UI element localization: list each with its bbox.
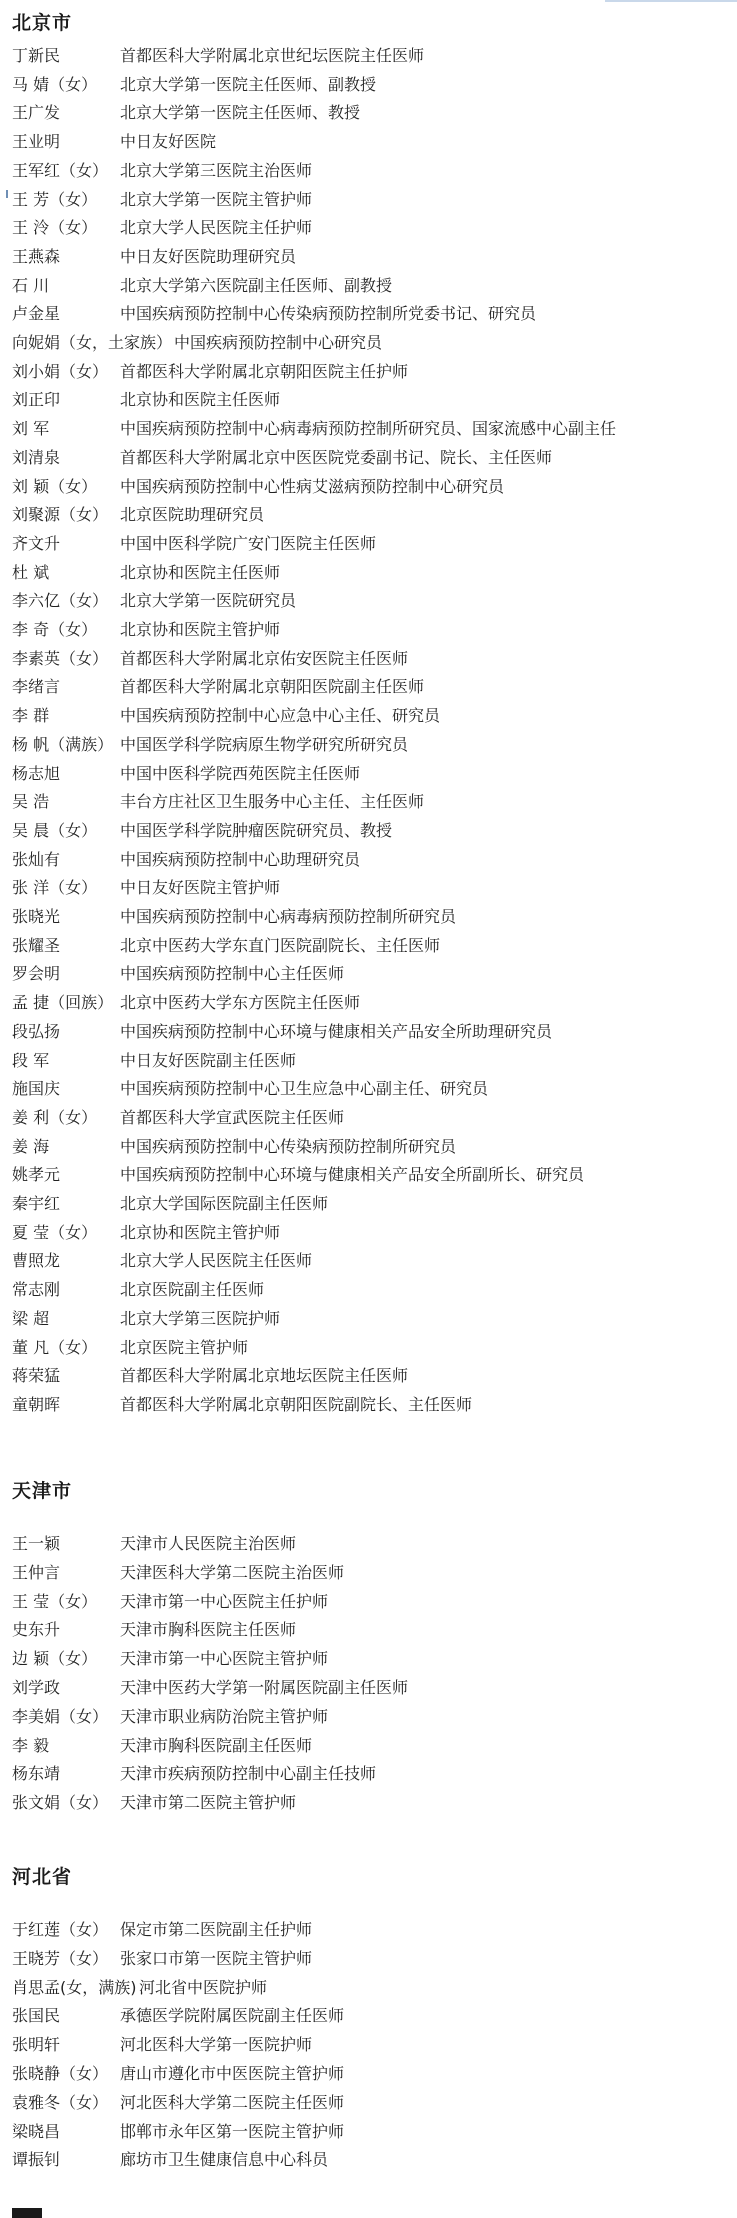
person-name: 王业明 [12, 132, 61, 151]
person-name: 李 群 [12, 706, 50, 725]
list-item [12, 1974, 268, 2002]
person-position: 北京中医药大学东直门医院副院长、主任医师 [120, 936, 441, 955]
list-item [12, 501, 265, 529]
person-name: 史东升 [12, 1620, 61, 1639]
list-item [12, 128, 217, 156]
region-heading: 北京市 [12, 12, 73, 34]
person-position: 北京协和医院主任医师 [120, 563, 281, 582]
person-name: 施国庆 [12, 1079, 61, 1098]
list-item [12, 1588, 329, 1616]
person-position: 中国中医科学院西苑医院主任医师 [120, 764, 361, 783]
list-item [12, 358, 409, 386]
list-item [12, 1674, 409, 1702]
list-item [12, 99, 361, 127]
person-position: 河北省中医院护师 [139, 1978, 268, 1997]
list-item [12, 1075, 489, 1103]
person-position: 北京大学第一医院主管护师 [120, 190, 313, 209]
person-position: 中国疾病预防控制中心传染病预防控制所研究员 [120, 1137, 457, 1156]
person-name: 童朝晖 [12, 1395, 61, 1414]
person-position: 北京协和医院主任医师 [120, 390, 281, 409]
person-name: 杨东靖 [12, 1764, 61, 1783]
person-position: 廊坊市卫生健康信息中心科员 [120, 2150, 329, 2169]
person-position: 首都医科大学附属北京朝阳医院副主任医师 [120, 677, 425, 696]
person-name: 王一颖 [12, 1534, 61, 1553]
person-name: 袁雅冬（女） [12, 2093, 109, 2112]
person-position: 中国疾病预防控制中心传染病预防控制所党委书记、研究员 [120, 304, 537, 323]
list-item [12, 1616, 297, 1644]
person-position: 首都医科大学附属北京佑安医院主任医师 [120, 649, 409, 668]
list-item [12, 1760, 377, 1788]
person-position: 北京协和医院主管护师 [120, 620, 281, 639]
list-item [12, 616, 281, 644]
person-name: 张文娟（女） [12, 1793, 109, 1812]
list-item [12, 444, 553, 472]
person-position: 中国疾病预防控制中心病毒病预防控制所研究员 [120, 907, 457, 926]
person-name: 罗会明 [12, 964, 61, 983]
person-position: 中国医学科学院肿瘤医院研究员、教授 [120, 821, 393, 840]
person-position: 北京大学第六医院副主任医师、副教授 [120, 276, 393, 295]
person-position: 中国医学科学院病原生物学研究所研究员 [120, 735, 409, 754]
person-name: 段 军 [12, 1051, 50, 1070]
person-position: 中日友好医院主管护师 [120, 878, 281, 897]
person-position: 中国疾病预防控制中心环境与健康相关产品安全所副所长、研究员 [120, 1165, 585, 1184]
person-position: 北京大学第一医院主任医师、副教授 [120, 75, 377, 94]
person-name: 张 洋（女） [12, 878, 98, 897]
person-name: 姜 海 [12, 1137, 50, 1156]
list-item [12, 559, 281, 587]
list-item [12, 1732, 313, 1760]
person-name: 董 凡（女） [12, 1338, 98, 1357]
list-item [12, 645, 409, 673]
list-item [12, 2060, 345, 2088]
person-name: 曹照龙 [12, 1251, 61, 1270]
person-name: 马 婧（女） [12, 75, 98, 94]
person-name: 张灿有 [12, 850, 61, 869]
list-item [12, 530, 377, 558]
list-item [12, 2146, 329, 2174]
person-position: 邯郸市永年区第一医院主管护师 [120, 2122, 345, 2141]
list-item [12, 1133, 457, 1161]
list-item [12, 1391, 473, 1419]
person-name: 梁晓昌 [12, 2122, 61, 2141]
list-item [12, 1161, 585, 1189]
person-position: 中国中医科学院广安门医院主任医师 [120, 534, 377, 553]
list-item [12, 1703, 329, 1731]
list-item [12, 272, 393, 300]
person-name: 李六亿（女） [12, 591, 109, 610]
person-name: 姚孝元 [12, 1165, 61, 1184]
person-position: 天津医科大学第二医院主治医师 [120, 1563, 345, 1582]
person-position: 首都医科大学附属北京地坛医院主任医师 [120, 1366, 409, 1385]
list-item [12, 243, 297, 271]
person-name: 王晓芳（女） [12, 1949, 109, 1968]
person-name: 于红莲（女） [12, 1920, 109, 1939]
person-name: 王仲言 [12, 1563, 61, 1582]
person-name: 石 川 [12, 276, 50, 295]
person-name: 谭振钊 [12, 2150, 61, 2169]
person-name: 刘正印 [12, 390, 61, 409]
person-position: 中国疾病预防控制中心应急中心主任、研究员 [120, 706, 441, 725]
person-position: 中国疾病预防控制中心研究员 [174, 333, 383, 352]
list-item [12, 817, 393, 845]
list-item [12, 214, 313, 242]
person-position: 中国疾病预防控制中心卫生应急中心副主任、研究员 [120, 1079, 489, 1098]
person-position: 北京大学第一医院研究员 [120, 591, 297, 610]
list-item [12, 903, 457, 931]
person-name: 刘 军 [12, 419, 50, 438]
list-item [12, 2031, 313, 2059]
person-name: 王军红（女） [12, 161, 109, 180]
list-item [12, 300, 537, 328]
list-item [12, 587, 297, 615]
list-item [12, 1945, 313, 1973]
list-item [12, 1104, 345, 1132]
list-item [12, 42, 425, 70]
list-item [12, 71, 377, 99]
list-item [12, 1530, 297, 1558]
list-item [12, 1334, 249, 1362]
person-position: 中日友好医院 [120, 132, 217, 151]
next-section-heading-fragment [12, 2198, 42, 2218]
person-position: 中国疾病预防控制中心病毒病预防控制所研究员、国家流感中心副主任 [120, 419, 617, 438]
person-position: 北京协和医院主管护师 [120, 1223, 281, 1242]
person-name: 王 芳（女） [12, 190, 98, 209]
person-name: 卢金星 [12, 304, 61, 323]
person-position: 北京大学人民医院主任护师 [120, 218, 313, 237]
person-name: 张耀圣 [12, 936, 61, 955]
list-item [12, 989, 361, 1017]
list-item [12, 1018, 553, 1046]
person-name: 杨 帆（满族） [12, 735, 114, 754]
list-item [12, 1219, 281, 1247]
person-name: 吴 浩 [12, 792, 50, 811]
person-position: 首都医科大学附属北京朝阳医院主任护师 [120, 362, 409, 381]
list-item [12, 386, 281, 414]
person-name: 夏 莹（女） [12, 1223, 98, 1242]
person-position: 中国疾病预防控制中心环境与健康相关产品安全所助理研究员 [120, 1022, 553, 1041]
person-name: 张国民 [12, 2006, 61, 2025]
person-position: 承德医学院附属医院副主任医师 [120, 2006, 345, 2025]
person-name: 李 奇（女） [12, 620, 98, 639]
person-name: 常志刚 [12, 1280, 61, 1299]
person-name: 边 颖（女） [12, 1649, 98, 1668]
list-item [12, 2089, 345, 2117]
person-position: 中国疾病预防控制中心主任医师 [120, 964, 345, 983]
person-name: 王 泠（女） [12, 218, 98, 237]
person-position: 首都医科大学附属北京朝阳医院副院长、主任医师 [120, 1395, 473, 1414]
person-position: 丰台方庄社区卫生服务中心主任、主任医师 [120, 792, 425, 811]
person-name: 李美娟（女） [12, 1707, 109, 1726]
person-name: 肖思孟(女，满族) [12, 1978, 137, 1997]
list-item [12, 473, 505, 501]
top-edge-bar [605, 0, 737, 2]
list-item [12, 329, 383, 357]
list-item [12, 731, 409, 759]
list-item [12, 1362, 409, 1390]
person-position: 天津市疾病预防控制中心副主任技师 [120, 1764, 377, 1783]
person-name: 张晓静（女） [12, 2064, 109, 2083]
margin-tick-mark [6, 190, 8, 198]
person-position: 天津市第二医院主管护师 [120, 1793, 297, 1812]
list-item [12, 157, 313, 185]
list-item [12, 1645, 329, 1673]
person-name: 段弘扬 [12, 1022, 61, 1041]
person-name: 王广发 [12, 103, 61, 122]
person-position: 天津市胸科医院副主任医师 [120, 1736, 313, 1755]
person-name: 向妮娟（女，土家族） [12, 333, 173, 352]
person-name: 王 莹（女） [12, 1592, 98, 1611]
region-heading: 天津市 [12, 1480, 73, 1502]
person-position: 北京医院主管护师 [120, 1338, 249, 1357]
person-position: 张家口市第一医院主管护师 [120, 1949, 313, 1968]
list-item [12, 186, 313, 214]
list-item [12, 874, 281, 902]
person-name: 蒋荣猛 [12, 1366, 61, 1385]
list-item [12, 1789, 297, 1817]
person-position: 天津市第一中心医院主任护师 [120, 1592, 329, 1611]
person-position: 保定市第二医院副主任护师 [120, 1920, 313, 1939]
list-item [12, 846, 361, 874]
list-item [12, 960, 345, 988]
person-position: 唐山市遵化市中医医院主管护师 [120, 2064, 345, 2083]
person-position: 天津市人民医院主治医师 [120, 1534, 297, 1553]
list-item [12, 2118, 345, 2146]
person-name: 刘聚源（女） [12, 505, 109, 524]
list-item [12, 1276, 265, 1304]
person-position: 天津市职业病防治院主管护师 [120, 1707, 329, 1726]
list-item [12, 2002, 345, 2030]
person-name: 张明轩 [12, 2035, 61, 2054]
person-position: 河北医科大学第二医院主任医师 [120, 2093, 345, 2112]
person-position: 天津市第一中心医院主管护师 [120, 1649, 329, 1668]
list-item [12, 673, 425, 701]
person-position: 河北医科大学第一医院护师 [120, 2035, 313, 2054]
person-name: 李 毅 [12, 1736, 50, 1755]
list-item [12, 760, 361, 788]
person-name: 齐文升 [12, 534, 61, 553]
person-name: 李素英（女） [12, 649, 109, 668]
person-position: 北京大学第一医院主任医师、教授 [120, 103, 361, 122]
person-name: 梁 超 [12, 1309, 50, 1328]
person-name: 李绪言 [12, 677, 61, 696]
person-position: 中日友好医院副主任医师 [120, 1051, 297, 1070]
list-item [12, 1559, 345, 1587]
person-name: 秦宇红 [12, 1194, 61, 1213]
person-name: 杜 斌 [12, 563, 50, 582]
person-position: 北京大学人民医院主任医师 [120, 1251, 313, 1270]
person-name: 王燕森 [12, 247, 61, 266]
person-position: 北京医院助理研究员 [120, 505, 265, 524]
person-name: 姜 利（女） [12, 1108, 98, 1127]
person-position: 中国疾病预防控制中心性病艾滋病预防控制中心研究员 [120, 477, 505, 496]
person-position: 首都医科大学宣武医院主任医师 [120, 1108, 345, 1127]
person-position: 北京大学第三医院护师 [120, 1309, 281, 1328]
person-name: 刘 颖（女） [12, 477, 98, 496]
person-name: 张晓光 [12, 907, 61, 926]
list-item [12, 788, 425, 816]
list-item [12, 1305, 281, 1333]
person-position: 中日友好医院助理研究员 [120, 247, 297, 266]
list-item [12, 1190, 329, 1218]
person-name: 刘小娟（女） [12, 362, 109, 381]
person-name: 刘清泉 [12, 448, 61, 467]
person-position: 北京大学第三医院主治医师 [120, 161, 313, 180]
person-position: 北京医院副主任医师 [120, 1280, 265, 1299]
list-item [12, 415, 617, 443]
list-item [12, 1247, 313, 1275]
person-name: 杨志旭 [12, 764, 61, 783]
person-position: 北京中医药大学东方医院主任医师 [120, 993, 361, 1012]
person-position: 天津市胸科医院主任医师 [120, 1620, 297, 1639]
list-item [12, 702, 441, 730]
person-name: 丁新民 [12, 46, 61, 65]
person-name: 吴 晨（女） [12, 821, 98, 840]
person-name: 刘学政 [12, 1678, 61, 1697]
list-item [12, 1916, 313, 1944]
list-item [12, 932, 441, 960]
person-position: 天津中医药大学第一附属医院副主任医师 [120, 1678, 409, 1697]
person-position: 首都医科大学附属北京中医医院党委副书记、院长、主任医师 [120, 448, 553, 467]
list-item [12, 1047, 297, 1075]
region-heading: 河北省 [12, 1866, 73, 1888]
person-position: 北京大学国际医院副主任医师 [120, 1194, 329, 1213]
person-name: 孟 捷（回族） [12, 993, 114, 1012]
person-position: 首都医科大学附属北京世纪坛医院主任医师 [120, 46, 425, 65]
person-position: 中国疾病预防控制中心助理研究员 [120, 850, 361, 869]
